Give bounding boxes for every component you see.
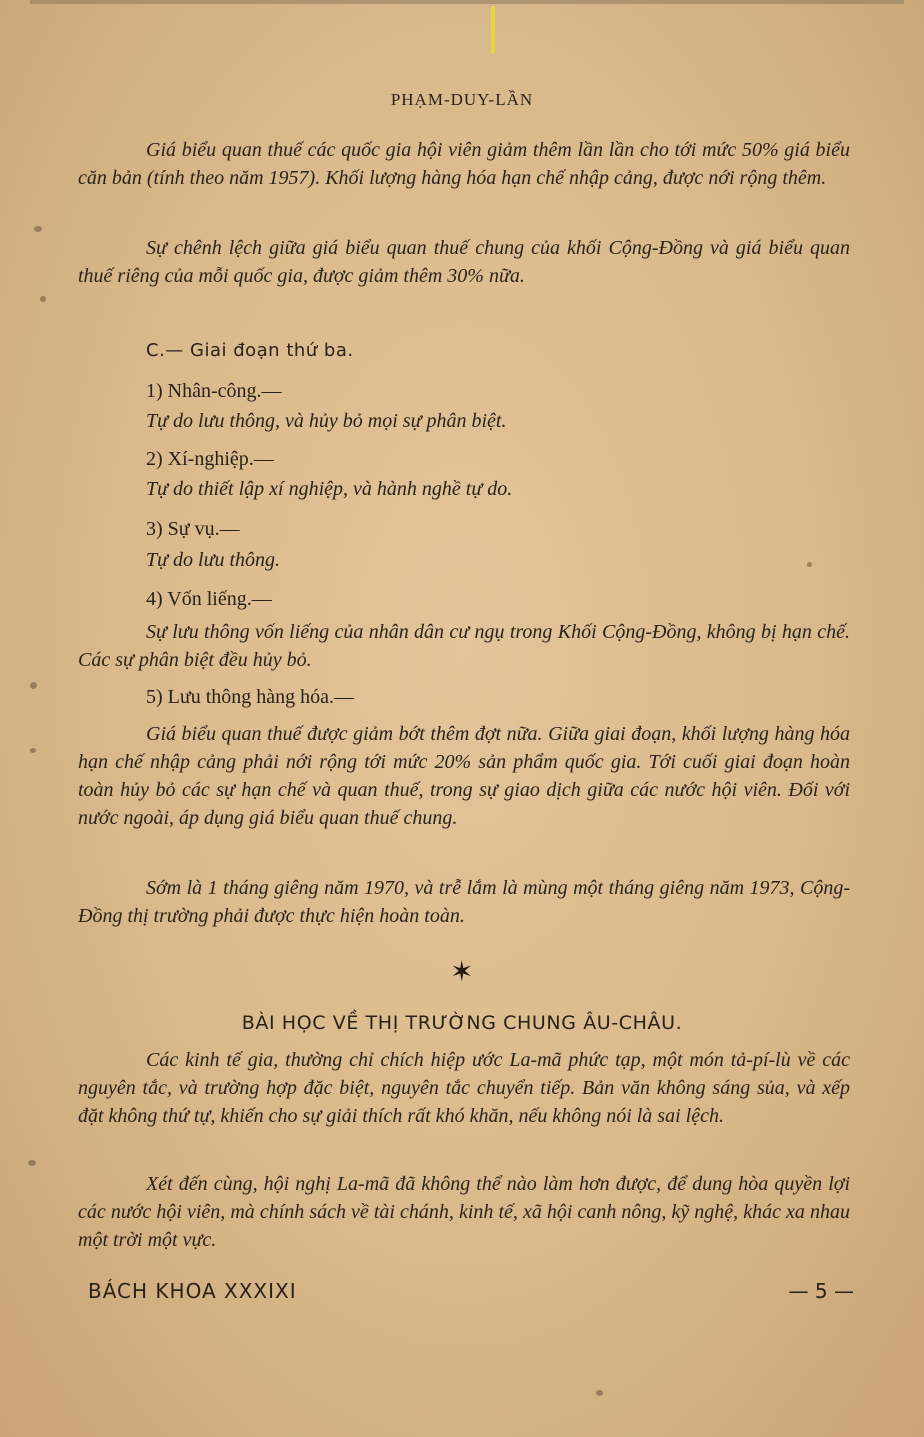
page-speck: [28, 1160, 36, 1166]
top-edge-rule: [30, 0, 904, 4]
item-title: 3) Sự vụ.—: [146, 518, 240, 540]
page-speck: [807, 562, 812, 567]
stage-heading: C.— Giai đoạn thứ ba.: [146, 340, 354, 361]
paragraph-tariff-difference: Sự chênh lệch giữa giá biểu quan thuế chung của khối Cộng-Đồng và giá biểu quan thuế riêng của mỗi quốc gia, được giảm thêm 30% nữa.: [78, 237, 850, 287]
paragraph-tariff-reduction: Giá biểu quan thuế các quốc gia hội viên giảm thêm lần lần cho tới mức 50% giá biểu căn bản (tính theo năm 1957). Khối lượng hàng hóa hạn chế nhập cảng, được nới rộng thêm.: [78, 139, 850, 189]
section-title: BÀI HỌC VỀ THỊ TRƯỜNG CHUNG ÂU-CHÂU.: [241, 1012, 683, 1034]
item-body: Sự lưu thông vốn liếng của nhân dân cư ngụ trong Khối Cộng-Đồng, không bị hạn chế. Các sự phân biệt đều hủy bỏ.: [78, 621, 850, 671]
star-separator: ✶: [450, 955, 474, 988]
page-speck: [596, 1390, 603, 1396]
page-speck: [30, 748, 36, 753]
page-speck: [30, 682, 37, 689]
page-number: — 5 —: [788, 1279, 854, 1303]
item-body: Tự do lưu thông.: [146, 549, 281, 571]
item-title: 1) Nhân-công.—: [146, 380, 282, 402]
page-speck: [40, 296, 46, 302]
item-title: 4) Vốn liếng.—: [146, 588, 272, 610]
item-body: Giá biểu quan thuế được giảm bớt thêm đợt nữa. Giữa giai đoạn, khối lượng hàng hóa hạn chế nhập cảng phải nới rộng tới mức 20% sản phẩm quốc gia. Tới cuối giai đoạn hoàn toàn hủy bỏ các sự hạn chế và quan thuế, trong sự giao dịch giữa các nước hội viên. Đối với nước ngoài, áp dụng giá biểu quan thuế chung.: [78, 723, 850, 829]
closing-paragraph: Sớm là 1 tháng giêng năm 1970, và trễ lắm là mùng một tháng giêng năm 1973, Cộng-Đồng thị trường phải được thực hiện hoàn toàn.: [78, 877, 850, 927]
item-body: Tự do lưu thông, và hủy bỏ mọi sự phân biệt.: [146, 410, 507, 432]
item-title: 2) Xí-nghiệp.—: [146, 448, 274, 470]
item-title: 5) Lưu thông hàng hóa.—: [146, 686, 355, 708]
highlight-mark: [491, 6, 495, 54]
item-body: Tự do thiết lập xí nghiệp, và hành nghề tự do.: [146, 478, 513, 500]
section-paragraph: Xét đến cùng, hội nghị La-mã đã không thể nào làm hơn được, để dung hòa quyền lợi các nước hội viên, mà chính sách về tài chánh, kinh tế, xã hội canh nông, kỹ nghệ, khác xa nhau một trời một vực.: [78, 1173, 850, 1251]
section-paragraph: Các kinh tế gia, thường chỉ chích hiệp ước La-mã phức tạp, một món tả-pí-lù về các nguyên tắc, và trường hợp đặc biệt, nguyên tắc chuyển tiếp. Bản văn không sáng sủa, và xếp đặt không thứ tự, khiến cho sự giải thích rất khó khăn, nếu không nói là sai lệch.: [78, 1049, 850, 1127]
publication-name: BÁCH KHOA XXXIXI: [88, 1279, 297, 1303]
running-head: PHẠM-DUY-LẦN: [390, 90, 534, 109]
page-speck: [34, 226, 42, 232]
